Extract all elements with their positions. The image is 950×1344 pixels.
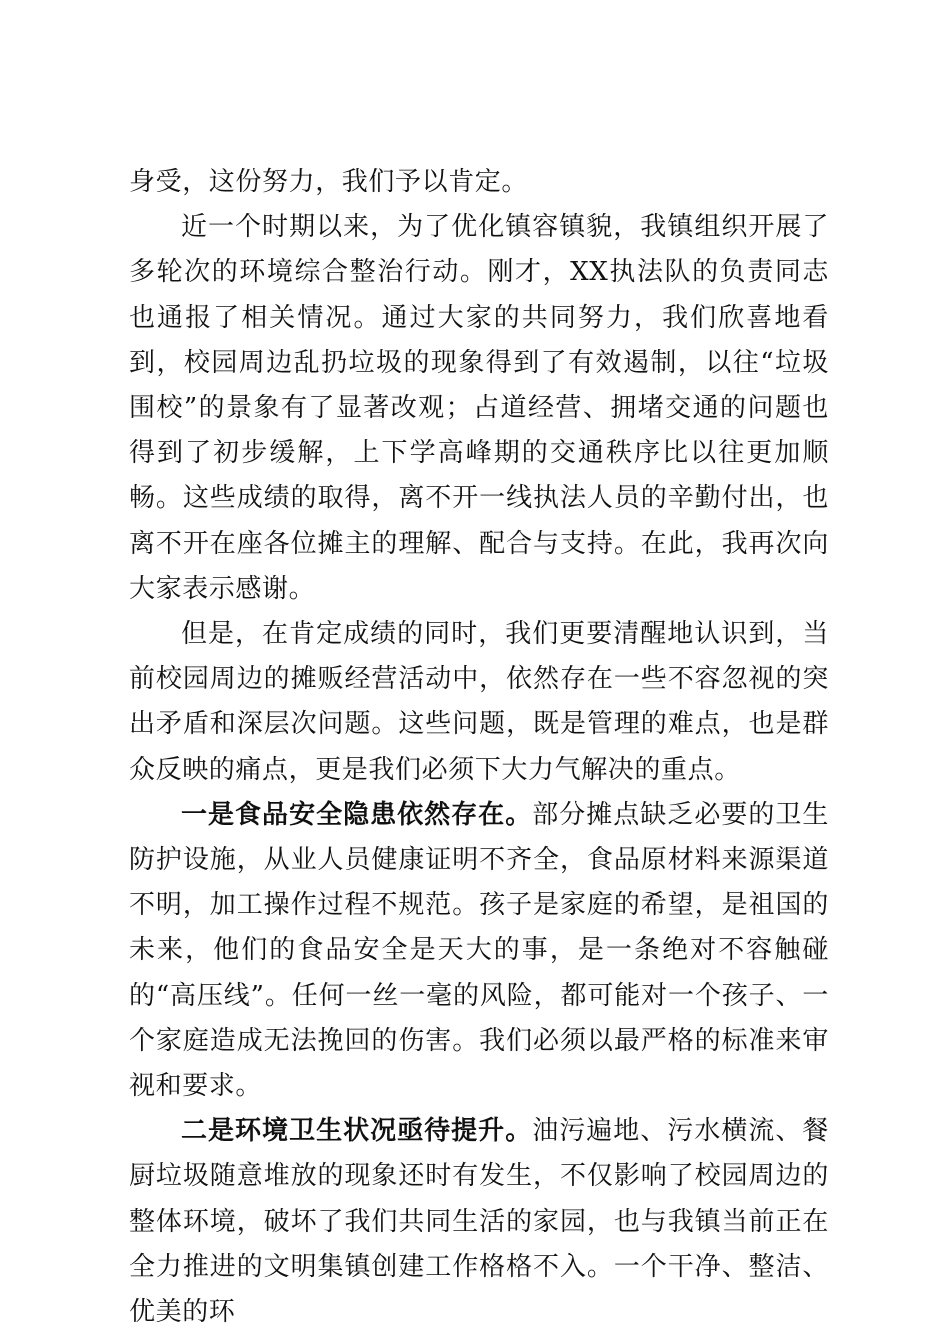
paragraph-4-text: 部分摊点缺乏必要的卫生防护设施，从业人员健康证明不齐全，食品原材料来源渠道不明，加工操作过程不规范。孩子是家庭的希望，是祖国的未来，他们的食品安全是天大的事，是一条绝对不容触碰的“高压线”。任何一丝一毫的风险，都可能对一个孩子、一个家庭造成无法挽回的伤害。我们必须以最严格的标准来审视和要求。 <box>129 799 829 1102</box>
paragraph-2-text: 近一个时期以来，为了优化镇容镇貌，我镇组织开展了多轮次的环境综合整治行动。刚才，XX执法队的负责同志也通报了相关情况。通过大家的共同努力，我们欣喜地看到，校园周边乱扔垃圾的现象得到了有效遏制，以往“垃圾围校”的景象有了显著改观；占道经营、拥堵交通的问题也得到了初步缓解，上下学高峰期的交通秩序比以往更加顺畅。这些成绩的取得，离不开一线执法人员的辛勤付出，也离不开在座各位摊主的理解、配合与支持。在此，我再次向大家表示感谢。 <box>129 212 829 604</box>
paragraph-4 <box>129 793 829 1109</box>
paragraph-1 <box>129 160 829 205</box>
document-body <box>129 160 829 1335</box>
paragraph-5-text: 油污遍地、污水横流、餐厨垃圾随意堆放的现象还时有发生，不仅影响了校园周边的整体环境，破坏了我们共同生活的家园，也与我镇当前正在全力推进的文明集镇创建工作格格不入。一个干净、整洁、优美的环 <box>129 1116 829 1328</box>
paragraph-3 <box>129 612 829 793</box>
paragraph-1-text: 身受，这份努力，我们予以肯定。 <box>129 167 529 197</box>
paragraph-5 <box>129 1109 829 1335</box>
paragraph-5-lead: 二是环境卫生状况亟待提升。 <box>181 1116 533 1147</box>
paragraph-3-text: 但是，在肯定成绩的同时，我们更要清醒地认识到，当前校园周边的摊贩经营活动中，依然存在一些不容忽视的突出矛盾和深层次问题。这些问题，既是管理的难点，也是群众反映的痛点，更是我们必须下大力气解决的重点。 <box>129 619 829 785</box>
paragraph-4-lead: 一是食品安全隐患依然存在。 <box>181 799 533 830</box>
paragraph-2 <box>129 205 829 612</box>
